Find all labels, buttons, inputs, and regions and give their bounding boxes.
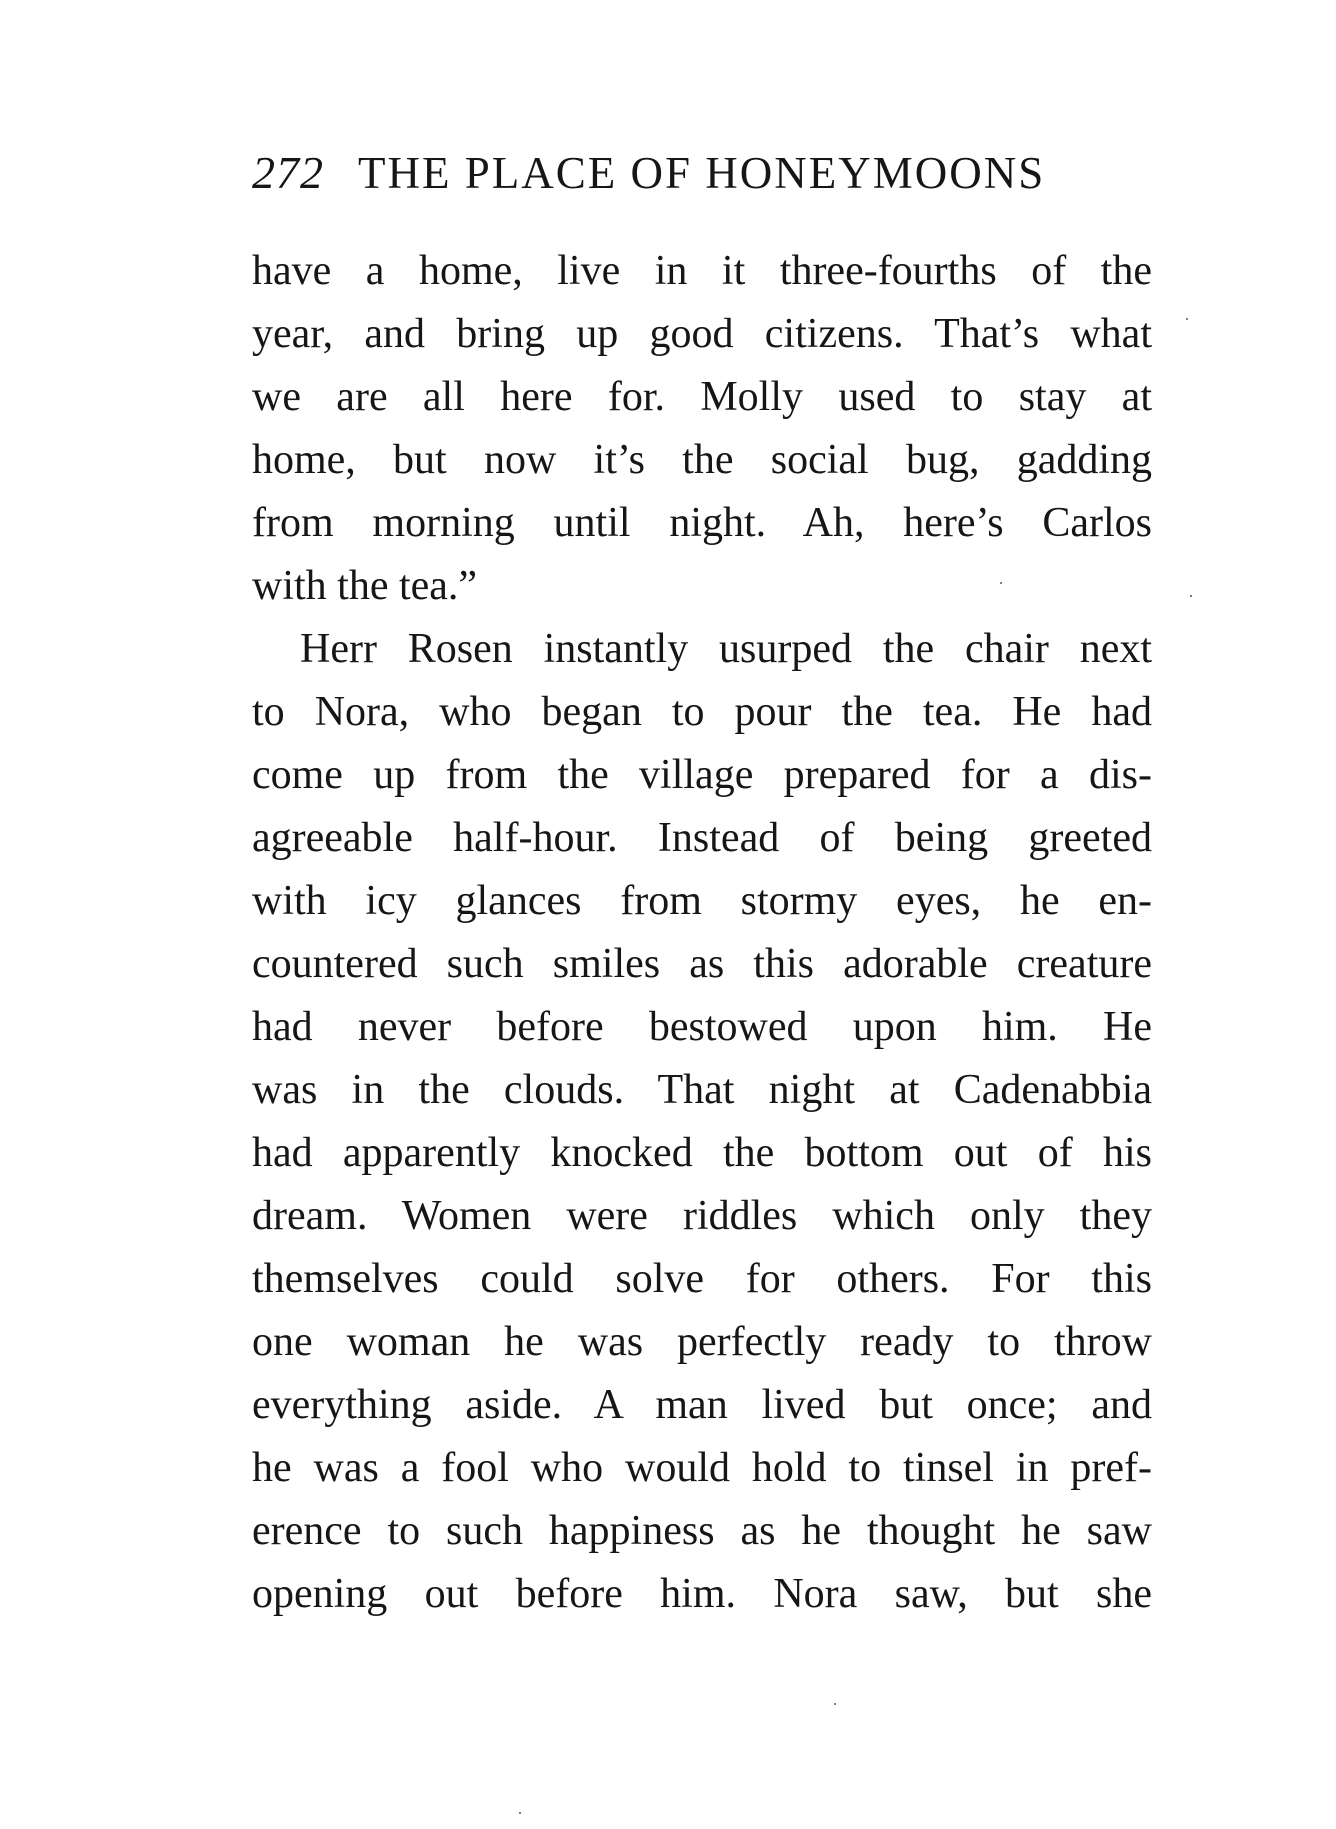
text-line: from morning until night. Ah, here’s Carlos: [252, 500, 1152, 546]
text-line: year, and bring up good citizens. That’s what: [252, 311, 1152, 357]
body-text: [252, 240, 1152, 1626]
text-line: home, but now it’s the social bug, gadding: [252, 437, 1152, 483]
text-line: themselves could solve for others. For this: [252, 1256, 1152, 1302]
text-line: he was a fool who would hold to tinsel in pref-: [252, 1445, 1152, 1491]
text-line: was in the clouds. That night at Cadenabbia: [252, 1067, 1152, 1113]
text-line: countered such smiles as this adorable creature: [252, 941, 1152, 987]
text-line: agreeable half-hour. Instead of being greeted: [252, 815, 1152, 861]
text-line: Herr Rosen instantly usurped the chair next: [300, 626, 1152, 672]
text-line: erence to such happiness as he thought he saw: [252, 1508, 1152, 1554]
scan-speck: [519, 1812, 521, 1814]
text-line: have a home, live in it three-fourths of the: [252, 248, 1152, 294]
scan-speck: [1186, 318, 1188, 320]
scan-speck: [1000, 582, 1002, 584]
text-line: with icy glances from stormy eyes, he en-: [252, 878, 1152, 924]
text-line: dream. Women were riddles which only they: [252, 1193, 1152, 1239]
text-line: with the tea.”: [252, 563, 478, 609]
text-line: opening out before him. Nora saw, but she: [252, 1571, 1152, 1617]
scan-speck: [1190, 595, 1192, 597]
text-line: come up from the village prepared for a dis-: [252, 752, 1152, 798]
text-line: everything aside. A man lived but once; and: [252, 1382, 1152, 1428]
text-line: to Nora, who began to pour the tea. He had: [252, 689, 1152, 735]
text-line: we are all here for. Molly used to stay at: [252, 374, 1152, 420]
text-line: had never before bestowed upon him. He: [252, 1004, 1152, 1050]
page-number: 272: [252, 147, 324, 198]
text-line: had apparently knocked the bottom out of his: [252, 1130, 1152, 1176]
text-line: one woman he was perfectly ready to throw: [252, 1319, 1152, 1365]
scan-speck: [834, 1703, 836, 1705]
running-title: THE PLACE OF HONEYMOONS: [358, 148, 1046, 198]
running-head: [252, 146, 1152, 206]
